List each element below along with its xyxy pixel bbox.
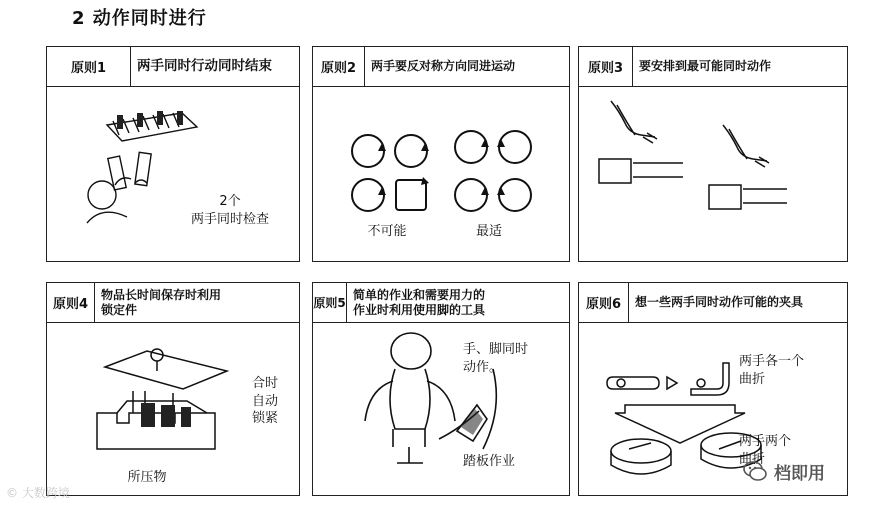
panel-caption-top: 手、脚同时 动作。 [463,342,529,375]
page-title: 2 动作同时进行 [72,8,207,29]
wechat-icon [742,458,768,484]
motion-circles-illustration [343,125,543,225]
panel-tag: 原则6 [579,283,629,322]
panel-tag: 原则5 [313,283,347,322]
principle-panel-2 [312,46,570,262]
panel-description: 简单的作业和需要用力的 作业时利用使用脚的工具 [353,287,486,317]
panel-description: 想一些两手同时动作可能的夹具 [635,295,804,309]
panel-caption-left: 不可能 [367,224,407,239]
panel-header [313,47,569,87]
panel-description: 两手同时行动同时结束 [137,58,272,75]
panel-description: 两手要反对称方向同进运动 [371,59,516,73]
panel-header [313,283,569,323]
locking-fixture-illustration [87,341,247,461]
panel-caption-right: 最适 [475,224,502,239]
panel-caption: 2个 两手同时检查 [190,194,269,227]
panel-caption-bottom: 所压物 [127,470,167,485]
panel-caption-side: 合时 自动 锁紧 [251,376,278,427]
panel-description: 要安排到最可能同时动作 [639,59,772,73]
panel-header [579,47,847,87]
panel-tag: 原则1 [47,47,131,86]
principle-panel-5 [312,282,570,496]
panel-description: 物品长时间保存时利用 锁定件 [101,287,222,317]
hand-placement-illustration [593,97,823,227]
principle-panel-4 [46,282,300,496]
principle-panel-1 [46,46,300,262]
panel-header [47,47,299,87]
panel-caption-bottom: 踏板作业 [463,454,516,469]
panel-tag: 原则3 [579,47,633,86]
panel-header [579,283,847,323]
watermark-right [742,458,825,484]
panel-tag: 原则2 [313,47,365,86]
watermark-right-text: 档即用 [774,463,825,484]
panel-caption-top: 两手各一个 曲折 [739,354,805,387]
panel-header [47,283,299,323]
watermark-left: © 大数跨境 [6,486,70,500]
panel-tag: 原则4 [47,283,95,322]
panel-caption-bottom: 两手两个 曲折 [739,434,792,467]
principle-panel-3 [578,46,848,262]
